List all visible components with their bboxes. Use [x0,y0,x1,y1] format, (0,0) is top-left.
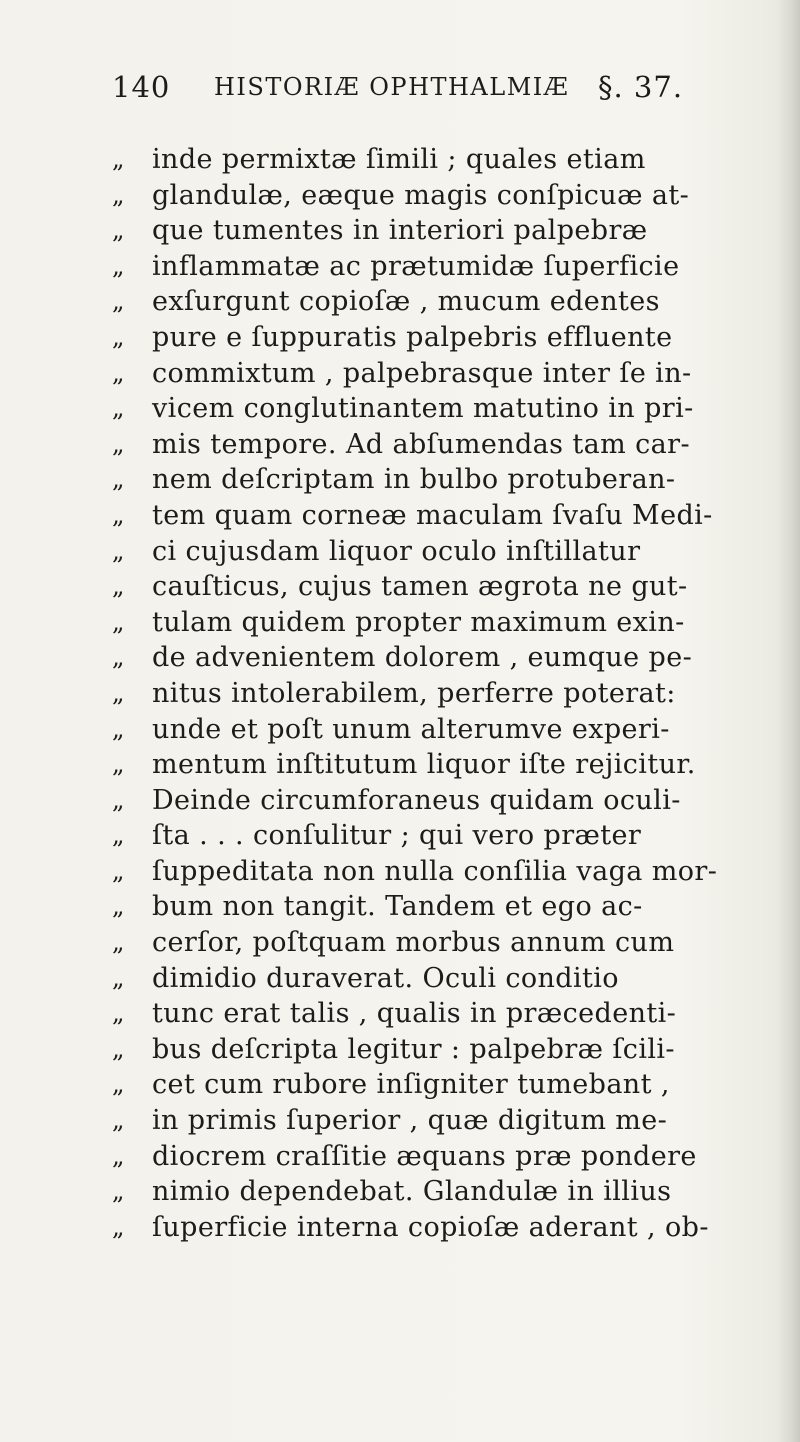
quote-mark: „ [112,429,125,458]
text-line [112,320,752,356]
quote-mark: „ [112,1106,125,1135]
quote-mark: „ [112,394,125,423]
text-line [112,1174,752,1210]
line-text: cet cum rubore inſigniter tumebant , [152,1069,670,1101]
text-line [112,1103,752,1139]
quote-mark: „ [112,892,125,921]
quote-mark: „ [112,145,125,173]
line-text: mentum inſtitutum liquor iſte rejicitur. [152,749,696,781]
quote-mark: „ [112,785,125,814]
quote-mark: „ [112,180,125,209]
text-line [112,996,752,1032]
line-text: ci cujusdam liquor oculo inſtillatur [152,535,641,567]
text-line [112,818,752,854]
line-text: ſuppeditata non nulla conſilia vaga mor- [152,855,718,887]
line-text: tem quam corneæ maculam ſvaſu Medi- [152,499,713,531]
text-line [112,783,752,819]
line-text: cerſor, poſtquam morbus annum cum [152,927,675,959]
quote-mark: „ [112,358,125,387]
line-text: inde permixtæ ſimili ; quales etiam [152,144,646,175]
line-text: in primis ſuperior , quæ digitum me- [152,1105,668,1137]
text-line [112,178,752,214]
text-line [112,427,752,463]
text-line [112,462,752,498]
quote-mark: „ [112,607,125,636]
body-text [112,142,752,1245]
line-text: exſurgunt copioſæ , mucum edentes [152,286,660,318]
quote-mark: „ [112,999,125,1028]
line-text: tulam quidem propter maximum exin- [152,606,685,638]
text-line [112,747,752,783]
line-text: dimidio duraverat. Oculi conditio [152,962,619,994]
quote-mark: „ [112,963,125,992]
line-text: commixtum , palpebrasque inter ſe in- [152,357,692,389]
text-line [112,889,752,925]
text-line [112,925,752,961]
quote-mark: „ [112,1177,125,1206]
text-line [112,498,752,534]
line-text: mis tempore. Ad abſumendas tam car- [152,428,690,460]
quote-mark: „ [112,536,125,565]
quote-mark: „ [112,856,125,885]
quote-mark: „ [112,1034,125,1063]
line-text: ſta . . . conſulitur ; qui vero præter [152,820,642,852]
line-text: Deinde circumforaneus quidam oculi- [152,784,681,816]
text-line [112,142,752,178]
text-line [112,640,752,676]
line-text: pure e ſuppuratis palpebris effluente [152,321,673,353]
text-line [112,534,752,570]
line-text: nem deſcriptam in bulbo protuberan- [152,464,676,496]
text-line [112,569,752,605]
quote-mark: „ [112,1070,125,1099]
text-line [112,356,752,392]
quote-mark: „ [112,928,125,957]
line-text: bum non tangit. Tandem et ego ac- [152,891,643,923]
text-line [112,676,752,712]
text-line [112,1032,752,1068]
quote-mark: „ [112,572,125,601]
line-text: ſuperficie interna copioſæ aderant , ob- [152,1211,709,1243]
line-text: bus deſcripta legitur : palpebræ ſcili- [152,1033,675,1065]
quote-mark: „ [112,821,125,850]
quote-mark: „ [112,216,125,245]
quote-mark: „ [112,643,125,672]
text-line [112,961,752,997]
text-line [112,1139,752,1175]
text-line [112,249,752,285]
line-text: unde et poſt unum alterumve experi- [152,713,670,745]
text-line [112,605,752,641]
line-text: que tumentes in interiori palpebræ [152,215,648,247]
line-text: inflammatæ ac prætumidæ ſuperficie [152,250,680,282]
line-text: de advenientem dolorem , eumque pe- [152,642,693,674]
page-header [112,70,712,120]
line-text: cauſticus, cujus tamen ægrota ne gut- [152,571,688,603]
quote-mark: „ [112,1212,125,1241]
text-line [112,712,752,748]
text-line [112,854,752,890]
quote-mark: „ [112,750,125,779]
text-line [112,391,752,427]
text-line [112,213,752,249]
text-line [112,1210,752,1246]
text-line [112,284,752,320]
page-edge-shadow [778,0,800,1442]
line-text: diocrem craſſitie æquans præ pondere [152,1140,697,1172]
running-title: HISTORIÆ OPHTHALMIÆ [214,73,570,101]
line-text: tunc erat talis , qualis in præcedenti- [152,998,677,1030]
quote-mark: „ [112,287,125,316]
quote-mark: „ [112,1141,125,1170]
line-text: nimio dependebat. Glandulæ in illius [152,1176,672,1208]
quote-mark: „ [112,714,125,743]
line-text: nitus intolerabilem, perferre poterat: [152,677,676,709]
line-text: glandulæ, eæque magis conſpicuæ at- [152,179,690,211]
quote-mark: „ [112,322,125,351]
quote-mark: „ [112,500,125,529]
line-text: vicem conglutinantem matutino in pri- [152,393,694,425]
section-number: §. 37. [598,70,684,104]
quote-mark: „ [112,678,125,707]
text-line [112,1067,752,1103]
quote-mark: „ [112,465,125,494]
quote-mark: „ [112,251,125,280]
page-number: 140 [112,70,171,104]
